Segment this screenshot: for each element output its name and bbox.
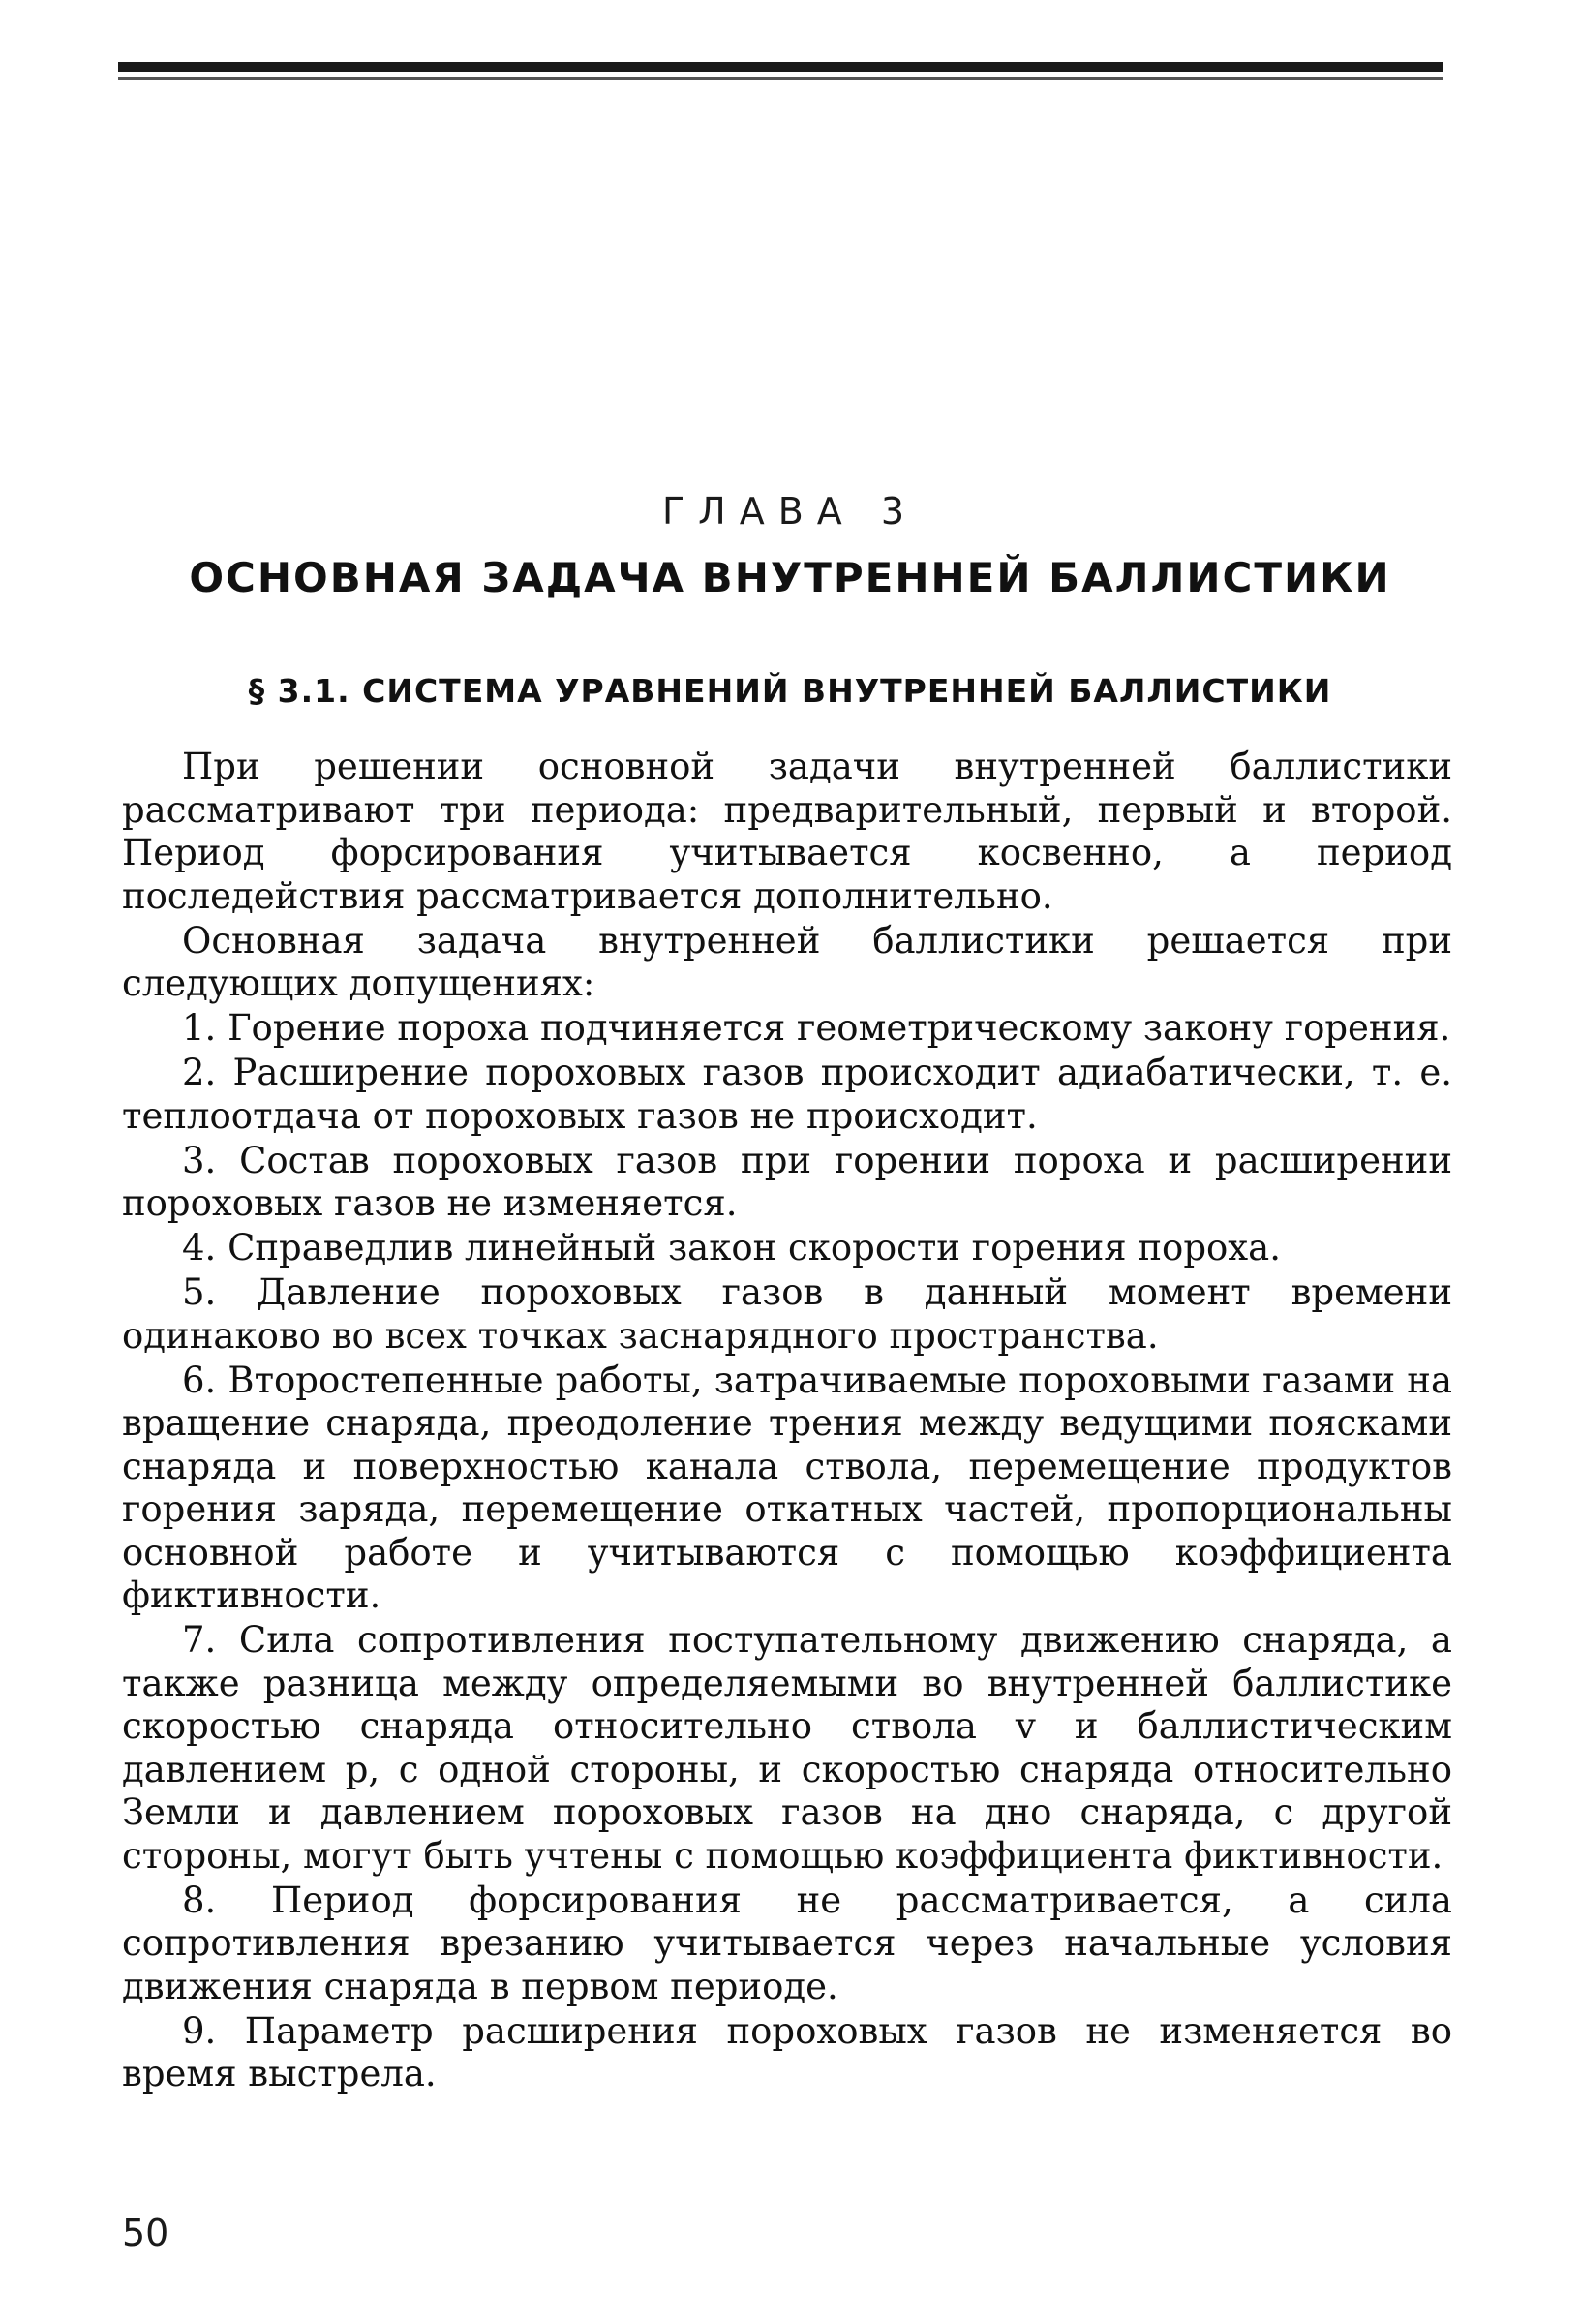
chapter-title: ОСНОВНАЯ ЗАДАЧА ВНУТРЕННЕЙ БАЛЛИСТИКИ [189,554,1391,601]
assumption-2: 2. Расширение пороховых газов происходит адиабатически, т. е. теплоотдача от пороховых газов не происходит. [122,1052,1452,1137]
assumption-5: 5. Давление пороховых газов в данный момент времени одинаково во всех точках заснарядного пространства. [122,1271,1452,1357]
chapter-label: ГЛАВА 3 [661,490,919,533]
paragraph-assumptions-lead: Основная задача внутренней баллистики решается при следующих допущениях: [122,919,1452,1004]
assumption-1: 1. Горение пороха подчиняется геометрическому закону горения. [182,1007,1451,1049]
assumption-8: 8. Период форсирования не рассматривается, а сила сопротивления врезанию учитывается через начальные условия движения снаряда в первом периоде. [122,1879,1452,2007]
assumption-9: 9. Параметр расширения пороховых газов не изменяется во время выстрела. [122,2009,1452,2095]
assumption-3: 3. Состав пороховых газов при горении пороха и расширении пороховых газов не изменяется. [122,1139,1452,1224]
assumption-4: 4. Справедлив линейный закон скорости горения пороха. [182,1227,1281,1269]
page-number: 50 [122,2212,169,2254]
top-rule-thin [118,77,1443,80]
paragraph-intro: При решении основной задачи внутренней баллистики рассматривают три периода: предварительный, первый и второй. Период форсирования учитывается косвенно, а период последействия рассматривается дополнительно. [122,746,1452,917]
assumption-7: 7. Сила сопротивления поступательному движению снаряда, а также разница между определяемыми во внутренней баллистике скоростью снаряда относительно ствола v и баллистическим давлением p, с одной стороны, и скоростью снаряда относительно Земли и давлением пороховых газов на дно снаряда, с другой стороны, могут быть учтены с помощью коэффициента фиктивности. [122,1619,1452,1877]
section-title: § 3.1. СИСТЕМА УРАВНЕНИЙ ВНУТРЕННЕЙ БАЛЛИСТИКИ [248,672,1332,710]
assumption-6: 6. Второстепенные работы, затрачиваемые пороховыми газами на вращение снаряда, преодоление трения между ведущими поясками снаряда и поверхностью канала ствола, перемещение продуктов горения заряда, перемещение откатных частей, пропорциональны основной работе и учитываются с помощью коэффициента фиктивности. [122,1359,1452,1616]
top-rule [118,62,1443,72]
body-text [122,746,1452,2097]
